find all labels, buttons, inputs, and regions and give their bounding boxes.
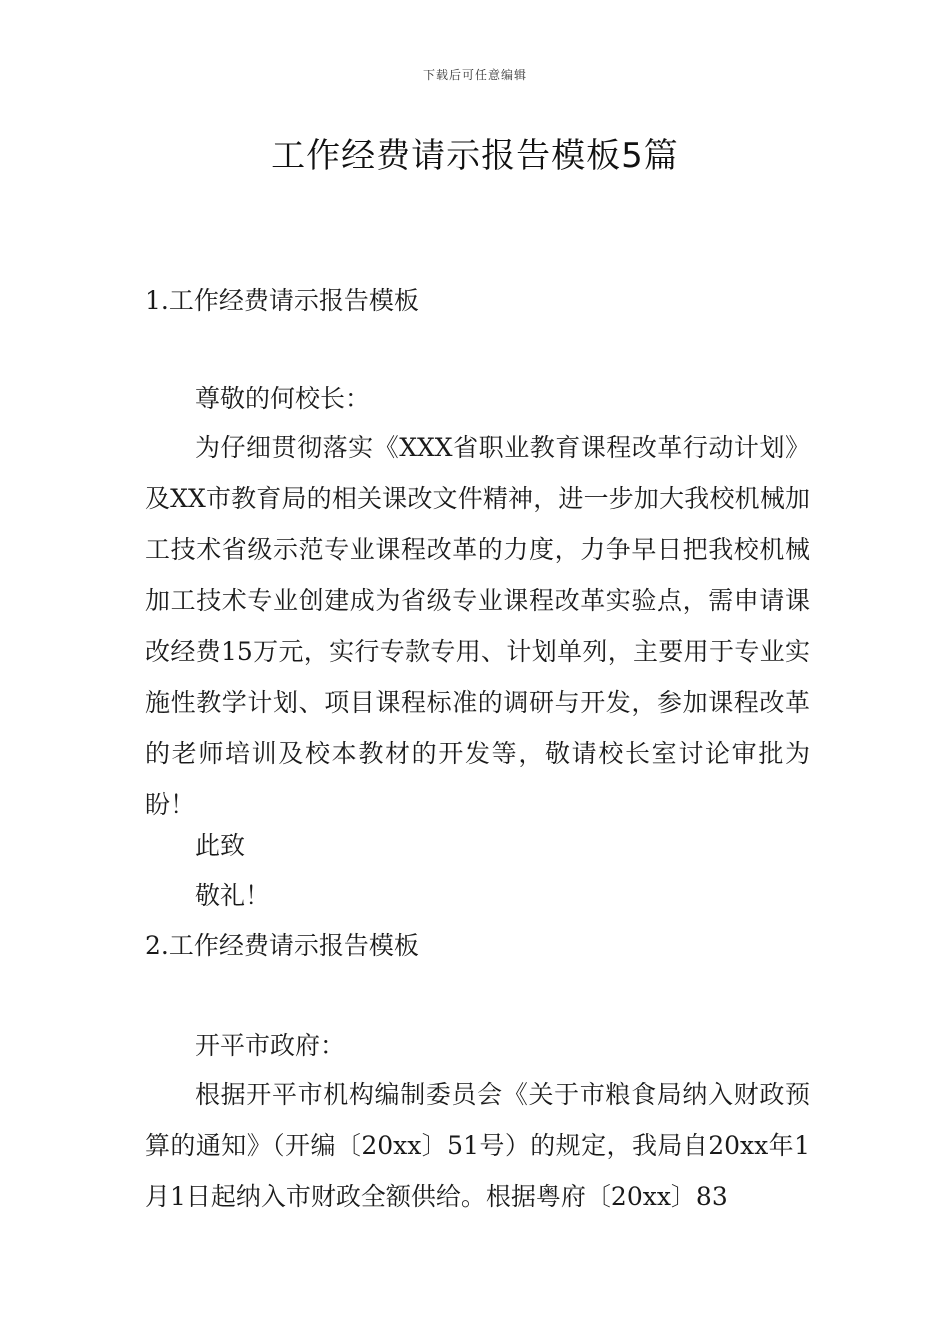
section-1-heading: 1.工作经费请示报告模板 bbox=[145, 286, 419, 315]
section-2-salutation: 开平市政府： bbox=[195, 1031, 346, 1060]
section-2-paragraph: 根据开平市机构编制委员会《关于市粮食局纳入财政预算的通知》（开编〔20xx〕51号）的规定，我局自20xx年1月1日起纳入市财政全额供给。根据粤府〔20xx〕83 bbox=[145, 1080, 810, 1211]
section-2-heading: 2.工作经费请示报告模板 bbox=[145, 931, 419, 960]
section-1-paragraph: 为仔细贯彻落实《XXX省职业教育课程改革行动计划》及XX市教育局的相关课改文件精神，进一步加大我校机械加工技术省级示范专业课程改革的力度，力争早日把我校机械加工技术专业创建成为省级专业课程改革实验点，需申请课改经费15万元，实行专款专用、计划单列，主要用于专业实施性教学计划、项目课程标准的调研与开发，参加课程改革的老师培训及校本教材的开发等，敬请校长室讨论审批为盼！ bbox=[145, 433, 810, 819]
document-title: 工作经费请示报告模板5篇 bbox=[271, 136, 679, 176]
section-1-closing-2: 敬礼！ bbox=[195, 881, 271, 910]
section-1-closing-1: 此致 bbox=[195, 831, 246, 860]
header-note: 下载后可任意编辑 bbox=[422, 68, 527, 82]
section-1-salutation: 尊敬的何校长： bbox=[195, 384, 371, 413]
